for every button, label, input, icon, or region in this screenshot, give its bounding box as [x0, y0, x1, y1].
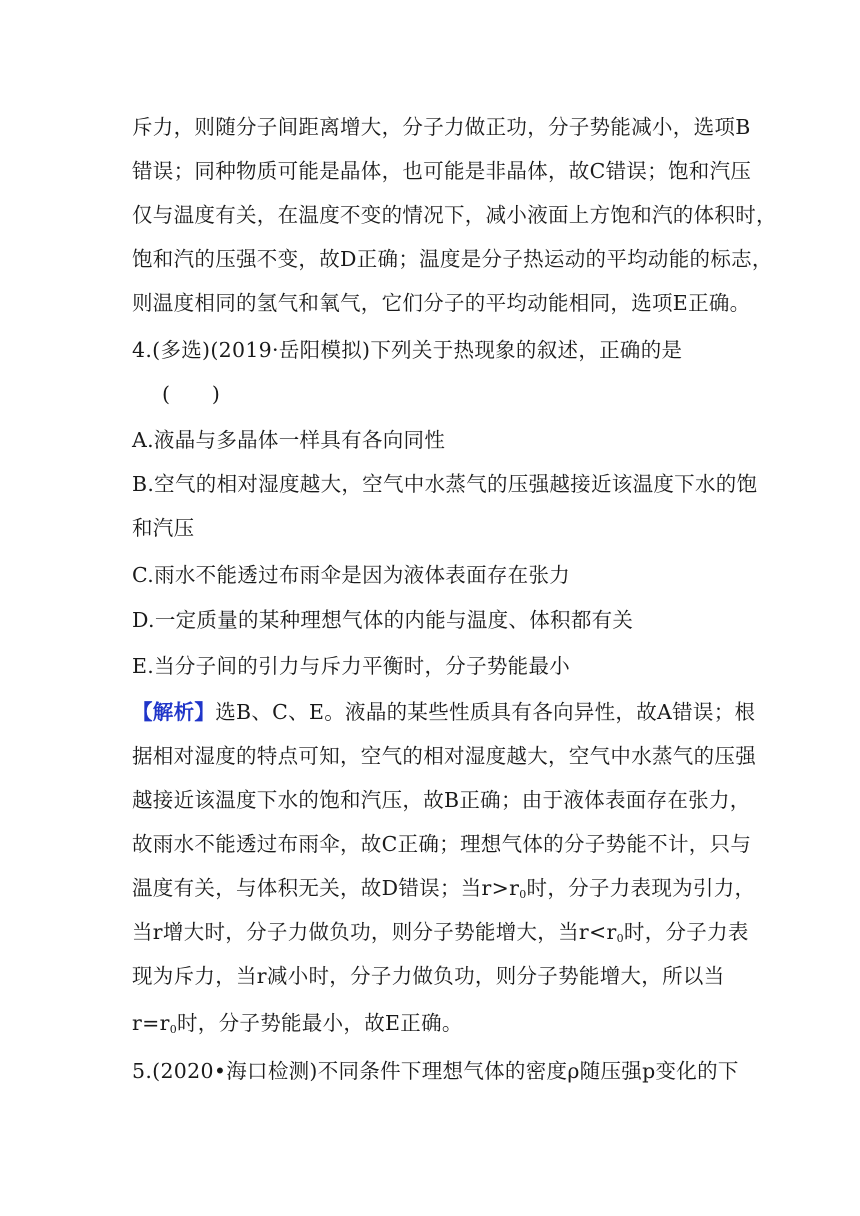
analysis-text: 温度有关，与体积无关，故D错误；当r>r [132, 876, 520, 900]
question-4-stem: 4.(多选)(2019·岳阳模拟)下列关于热现象的叙述，正确的是 [132, 338, 683, 362]
analysis-line-4: 故雨水不能透过布雨伞，故C正确；理想气体的分子势能不计，只与 [132, 832, 752, 856]
analysis-line-7: 现为斥力，当r减小时，分子力做负功，则分子势能增大，所以当 [132, 964, 725, 988]
analysis-line-5 [132, 873, 756, 910]
explanation-line-4: 饱和汽的压强不变，故D正确；温度是分子热运动的平均动能的标志， [132, 247, 773, 271]
subscript-zero: 0 [169, 1023, 177, 1036]
explanation-line-3: 仅与温度有关，在温度不变的情况下，减小液面上方饱和汽的体积时， [132, 203, 777, 227]
analysis-line-1 [132, 697, 756, 727]
subscript-zero: 0 [519, 888, 527, 901]
analysis-text: 当r增大时，分子力做负功，则分子势能增大，当r<r [132, 920, 617, 944]
option-b-line-1: B.空气的相对湿度越大，空气中水蒸气的压强越接近该温度下水的饱 [132, 472, 758, 496]
explanation-line-5: 则温度相同的氢气和氧气，它们分子的平均动能相同，选项E正确。 [132, 291, 751, 315]
analysis-text: 时，分子势能最小，故E正确。 [177, 1011, 463, 1035]
option-d: D.一定质量的某种理想气体的内能与温度、体积都有关 [132, 608, 634, 632]
analysis-text: 时，分子力表 [623, 920, 749, 944]
explanation-line-2: 错误；同种物质可能是晶体，也可能是非晶体，故C错误；饱和汽压 [132, 159, 752, 183]
question-5-stem: 5.(2020•海口检测)不同条件下理想气体的密度ρ随压强p变化的下 [132, 1059, 739, 1083]
analysis-text: 选B、C、E。液晶的某些性质具有各向异性，故A错误；根 [215, 700, 756, 724]
option-a: A.液晶与多晶体一样具有各向同性 [132, 428, 446, 452]
subscript-zero: 0 [616, 932, 624, 945]
analysis-line-2: 据相对湿度的特点可知，空气的相对湿度越大，空气中水蒸气的压强 [132, 744, 756, 768]
question-4-answer-bracket: ( ) [162, 382, 221, 406]
option-c: C.雨水不能透过布雨伞是因为液体表面存在张力 [132, 563, 571, 587]
analysis-text: r=r [132, 1011, 170, 1035]
explanation-line-1: 斥力，则随分子间距离增大，分子力做正功，分子势能减小，选项B [132, 115, 751, 139]
analysis-line-3: 越接近该温度下水的饱和汽压，故B正确；由于液体表面存在张力， [132, 788, 751, 812]
analysis-line-6 [132, 917, 749, 954]
option-b-line-2: 和汽压 [132, 516, 195, 540]
analysis-tag: 【解析】 [132, 700, 216, 724]
analysis-text: 时，分子力表现为引力， [526, 876, 756, 900]
analysis-line-8 [132, 1008, 732, 1045]
option-e: E.当分子间的引力与斥力平衡时，分子势能最小 [132, 654, 571, 678]
